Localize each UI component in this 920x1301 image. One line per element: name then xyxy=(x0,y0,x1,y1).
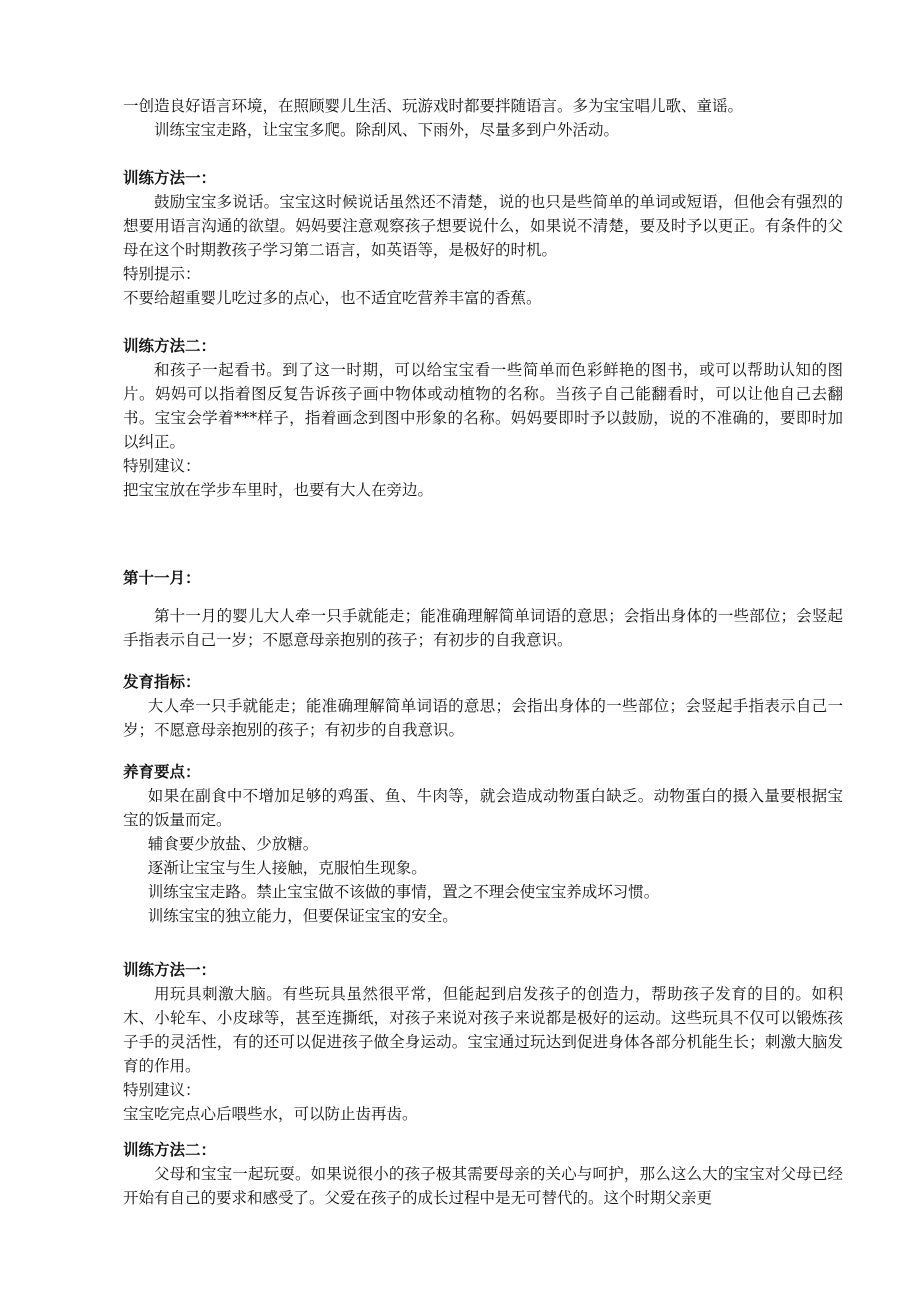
note-text: 不要给超重婴儿吃过多的点心，也不适宜吃营养丰富的香蕉。 xyxy=(123,289,542,307)
intro-line-1: 一创造良好语言环境，在照顾婴儿生活、玩游戏时都要拌随语言。多为宝宝唱儿歌、童谣。 xyxy=(123,97,744,115)
intro-line-2: 训练宝宝走路，让宝宝多爬。除刮风、下雨外，尽量多到户外活动。 xyxy=(154,121,620,139)
section-body: 父母和宝宝一起玩耍。如果说很小的孩子极其需要母亲的关心与呵护，那么这么大的宝宝对父母已经开始有自己的要求和感受了。父爱在孩子的成长过程中是无可替代的。这个时期父亲更 xyxy=(123,1165,843,1207)
note-text: 宝宝吃完点心后喂些水，可以防止齿再齿。 xyxy=(123,1105,418,1123)
section-heading: 发育指标： xyxy=(123,672,201,691)
section-month-11 xyxy=(123,566,843,652)
care-item: 辅食要少放盐、少放糖。 xyxy=(147,835,319,853)
note-label: 特别建议： xyxy=(123,1081,201,1099)
section-body: 和孩子一起看书。到了这一时期，可以给宝宝看一些简单而色彩鲜艳的图书，或可以帮助认知的图片。妈妈可以指着图反复告诉孩子画中物体或动植物的名称。当孩子自己能翻看时，可以让他自己去翻书。宝宝会学着***样子，指着画念到图中形象的名称。妈妈要即时予以鼓励，说的不准确的，要即时加以纠正。 xyxy=(123,361,843,451)
section-heading: 训练方法二： xyxy=(123,1140,217,1159)
care-item: 逐渐让宝宝与生人接触，克服怕生现象。 xyxy=(147,859,427,877)
section-heading: 训练方法一： xyxy=(123,168,217,187)
care-item: 训练宝宝的独立能力，但要保证宝宝的安全。 xyxy=(147,907,458,925)
month-heading: 第十一月： xyxy=(123,568,201,587)
section-heading: 训练方法二： xyxy=(123,336,217,355)
month-summary: 第十一月的婴儿大人牵一只手就能走；能准确理解简单词语的意思；会指出身体的一些部位；会竖起手指表示自己一岁；不愿意母亲抱别的孩子；有初步的自我意识。 xyxy=(123,607,843,649)
care-item: 训练宝宝走路。禁止宝宝做不该做的事情，置之不理会使宝宝养成坏习惯。 xyxy=(147,883,660,901)
intro-block xyxy=(123,94,843,142)
section-training-4 xyxy=(123,1138,843,1210)
section-development xyxy=(123,670,843,742)
note-label: 特别建议： xyxy=(123,457,201,475)
note-text: 把宝宝放在学步车里时，也要有大人在旁边。 xyxy=(123,481,434,499)
section-training-2 xyxy=(123,334,843,502)
care-item: 如果在副食中不增加足够的鸡蛋、鱼、牛肉等，就会造成动物蛋白缺乏。动物蛋白的摄入量要根据宝宝的饭量而定。 xyxy=(123,787,843,829)
section-care xyxy=(123,760,843,928)
section-heading: 训练方法一： xyxy=(123,960,217,979)
note-label: 特别提示： xyxy=(123,265,201,283)
section-heading: 养育要点： xyxy=(123,762,201,781)
section-body: 用玩具刺激大脑。有些玩具虽然很平常，但能起到启发孩子的创造力，帮助孩子发育的目的。如积木、小轮车、小皮球等，甚至连撕纸，对孩子来说对孩子来说都是极好的运动。这些玩具不仅可以锻炼孩子手的灵活性，有的还可以促进孩子做全身运动。宝宝通过玩达到促进身体各部分机能生长；刺激大脑发育的作用。 xyxy=(123,985,843,1075)
section-training-1 xyxy=(123,166,843,310)
section-body: 大人牵一只手就能走；能准确理解简单词语的意思；会指出身体的一些部位；会竖起手指表示自己一岁；不愿意母亲抱别的孩子；有初步的自我意识。 xyxy=(123,697,843,739)
section-training-3 xyxy=(123,958,843,1126)
section-body: 鼓励宝宝多说话。宝宝这时候说话虽然还不清楚，说的也只是些简单的单词或短语，但他会有强烈的想要用语言沟通的欲望。妈妈要注意观察孩子想要说什么，如果说不清楚，要及时予以更正。有条件的父母在这个时期教孩子学习第二语言，如英语等，是极好的时机。 xyxy=(123,193,843,259)
